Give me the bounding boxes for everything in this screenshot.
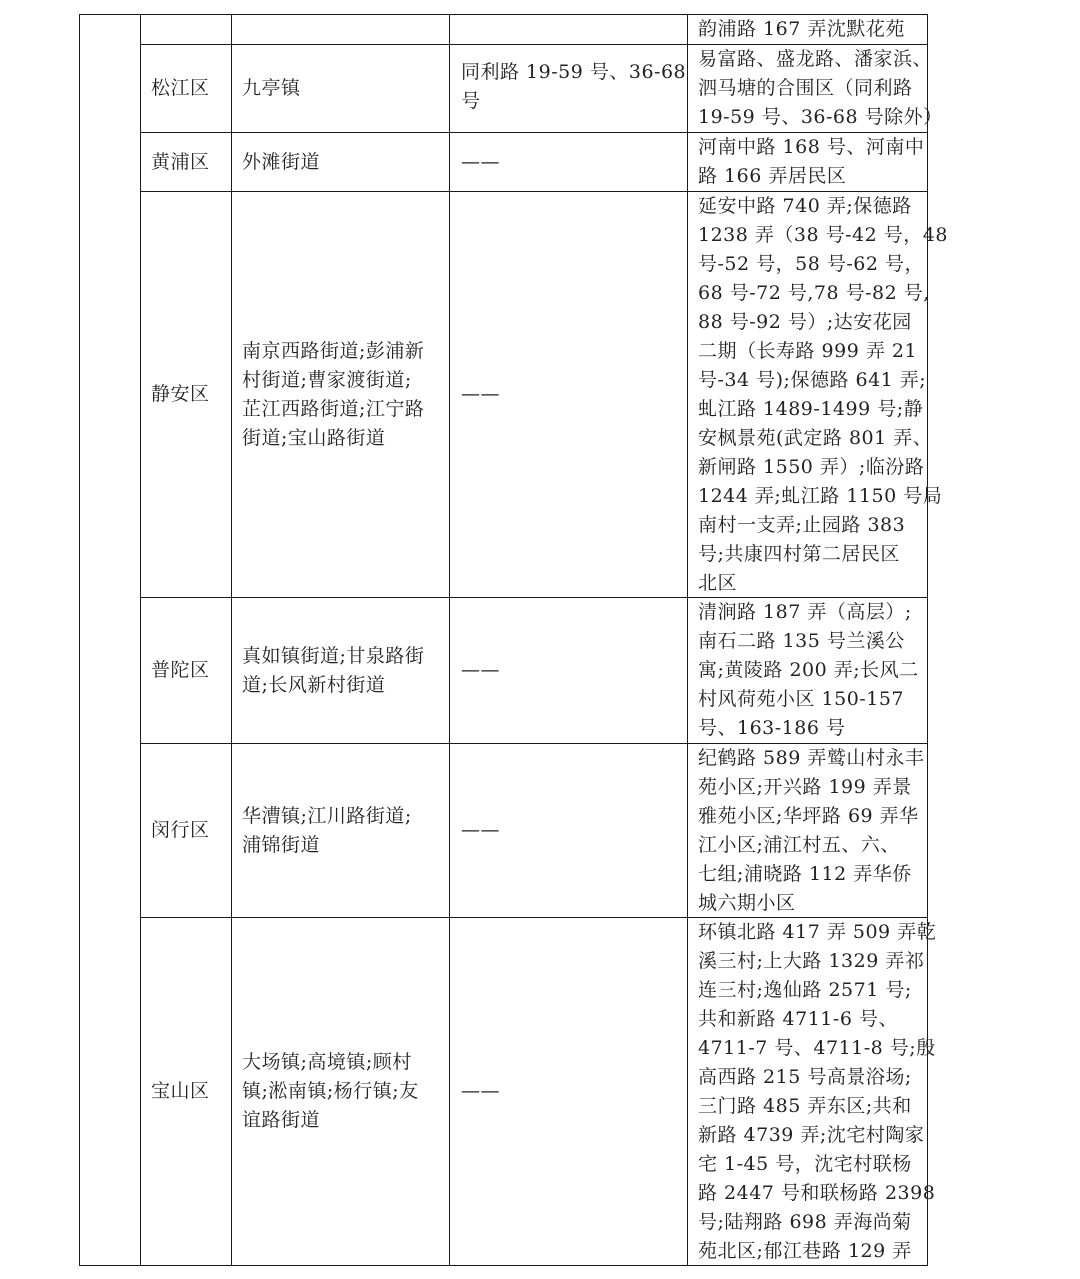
roads-line: —— <box>461 1080 500 1102</box>
district-cell <box>141 918 231 1265</box>
subdistrict-line: 南京西路街道;彭浦新 <box>242 339 425 362</box>
residential-line: 新闸路 1550 弄）;临汾路 <box>698 456 925 478</box>
residential-line: 新路 4739 弄;沈宅村陶家 <box>698 1124 925 1146</box>
district-name: 松江区 <box>151 77 210 99</box>
residential-line: 宅 1-45 号，沈宅村联杨 <box>698 1153 912 1175</box>
residential-line: 七组;浦晓路 112 弄华侨 <box>698 863 912 885</box>
residential-line: 68 号-72 号,78 号-82 号, <box>698 282 930 304</box>
roads-line: —— <box>461 819 500 841</box>
roads-line: —— <box>461 659 500 681</box>
subdistrict-line: 真如镇街道;甘泉路街 <box>242 644 425 667</box>
roads-cell <box>450 133 687 191</box>
residential-line: 号;共康四村第二居民区 <box>698 543 900 565</box>
residential-line: 安枫景苑(武定路 801 弄、 <box>698 427 933 449</box>
district-cell <box>141 133 231 191</box>
residential-line: 南石二路 135 号兰溪公 <box>698 630 905 652</box>
district-name: 普陀区 <box>151 659 210 681</box>
residential-cell <box>688 133 928 191</box>
subdistrict-line: 道;长风新村街道 <box>242 673 386 696</box>
subdistrict-cell <box>232 192 449 597</box>
residential-line: 1244 弄;虬江路 1150 号局 <box>698 485 943 507</box>
roads-cell <box>450 918 687 1265</box>
district-cell <box>141 192 231 597</box>
roads-line: 号 <box>461 90 481 112</box>
residential-cell <box>688 15 928 44</box>
residential-line: 延安中路 740 弄;保德路 <box>698 195 912 217</box>
residential-cell <box>688 918 937 1265</box>
subdistrict-cell <box>232 598 449 743</box>
subdistrict-line: 华漕镇;江川路街道; <box>242 804 412 827</box>
residential-line: 88 号-92 号）;达安花园 <box>698 311 912 333</box>
residential-line: 环镇北路 417 弄 509 弄乾 <box>698 921 937 943</box>
residential-cell <box>688 45 943 132</box>
residential-line: 城六期小区 <box>698 892 796 914</box>
residential-line: 连三村;逸仙路 2571 号; <box>698 979 912 1001</box>
subdistrict-line: 浦锦街道 <box>242 833 321 856</box>
table-border-left <box>79 14 80 1266</box>
residential-cell <box>688 598 928 743</box>
district-name: 闵行区 <box>151 819 210 841</box>
roads-cell <box>450 192 687 597</box>
residential-line: 苑北区;郁江巷路 129 弄 <box>698 1240 912 1262</box>
residential-line: 苑小区;开兴路 199 弄景 <box>698 776 912 798</box>
subdistrict-cell <box>232 133 449 191</box>
roads-cell <box>450 58 687 128</box>
residential-line: 雅苑小区;华坪路 69 弄华 <box>698 805 919 827</box>
residential-line: 江小区;浦江村五、六、 <box>698 834 900 856</box>
subdistrict-line: 谊路街道 <box>242 1109 321 1131</box>
residential-line: 虬江路 1489-1499 号;静 <box>698 398 924 420</box>
subdistrict-cell <box>232 45 449 132</box>
residential-line: 韵浦路 167 弄沈默花苑 <box>698 18 905 40</box>
district-cell <box>141 45 231 132</box>
residential-line: 号;陆翔路 698 弄海尚菊 <box>698 1211 912 1233</box>
residential-line: 寓;黄陵路 200 弄;长风二 <box>698 659 919 681</box>
residential-line: 南村一支弄;止园路 383 <box>698 514 906 536</box>
residential-line: 号-52 号，58 号-62 号， <box>698 253 924 275</box>
residential-line: 共和新路 4711-6 号、 <box>698 1008 898 1030</box>
residential-line: 纪鹤路 589 弄鹫山村永丰 <box>698 747 925 769</box>
district-name: 宝山区 <box>151 1080 210 1102</box>
subdistrict-name: 九亭镇 <box>242 77 301 99</box>
subdistrict-name: 外滩街道 <box>242 150 321 173</box>
residential-cell <box>688 744 928 917</box>
residential-line: 号-34 号);保德路 641 弄; <box>698 369 927 391</box>
subdistrict-line: 村街道;曹家渡街道; <box>242 368 412 391</box>
residential-line: 泗马塘的合围区（同利路 <box>698 77 913 99</box>
residential-line: 高西路 215 号高景浴场; <box>698 1066 912 1088</box>
subdistrict-cell <box>232 918 449 1265</box>
residential-line: 二期（长寿路 999 弄 21 <box>698 340 918 362</box>
roads-cell <box>450 598 687 743</box>
district-name: 黄浦区 <box>151 150 210 173</box>
residential-line: 溪三村;上大路 1329 弄祁 <box>698 950 925 972</box>
residential-line: 易富路、盛龙路、潘家浜、 <box>698 48 933 70</box>
residential-line: 路 166 弄居民区 <box>698 165 847 187</box>
district-cell <box>141 744 231 917</box>
subdistrict-line: 芷江西路街道;江宁路 <box>242 397 425 420</box>
residential-line: 号、163-186 号 <box>698 717 846 739</box>
residential-line: 路 2447 号和联杨路 2398 <box>698 1182 936 1204</box>
district-cell <box>141 598 231 743</box>
residential-cell <box>688 192 948 597</box>
residential-line: 19-59 号、36-68 号除外） <box>698 106 943 128</box>
residential-line: 三门路 485 弄东区;共和 <box>698 1095 912 1117</box>
residential-line: 1238 弄（38 号-42 号，48 <box>698 224 948 246</box>
subdistrict-line: 镇;淞南镇;杨行镇;友 <box>242 1080 419 1102</box>
roads-line: 同利路 19-59 号、36-68 <box>461 61 687 83</box>
subdistrict-line: 街道;宝山路街道 <box>242 426 386 449</box>
residential-line: 村风荷苑小区 150-157 <box>698 688 904 710</box>
roads-cell <box>450 744 687 917</box>
roads-line: —— <box>461 383 500 405</box>
subdistrict-cell <box>232 744 449 917</box>
residential-line: 4711-7 号、4711-8 号;殷 <box>698 1037 936 1059</box>
residential-line: 北区 <box>698 572 738 594</box>
residential-line: 清涧路 187 弄（高层）; <box>698 601 912 623</box>
roads-line: —— <box>461 150 500 173</box>
district-name: 静安区 <box>151 383 210 405</box>
residential-line: 河南中路 168 号、河南中 <box>698 136 925 158</box>
subdistrict-line: 大场镇;高境镇;顾村 <box>242 1051 412 1073</box>
